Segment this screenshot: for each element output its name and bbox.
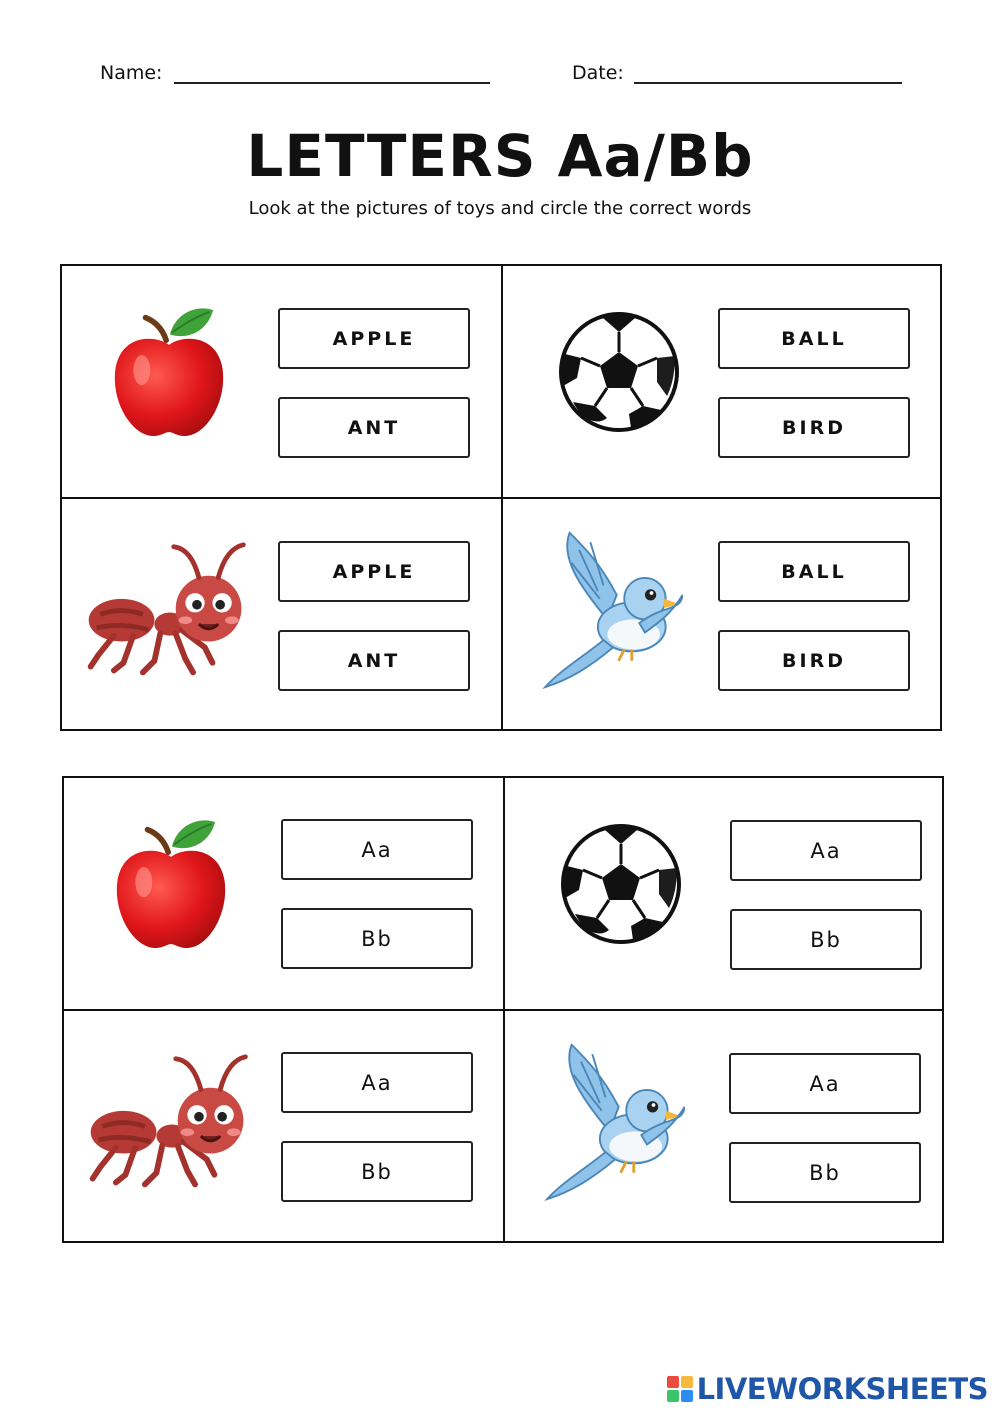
date-label: Date: [572, 62, 624, 84]
brand-name: LIVEWORKSHEETS [696, 1372, 988, 1406]
exercise-cell [503, 266, 942, 497]
date-field[interactable] [634, 82, 902, 84]
exercise-cell [503, 499, 942, 731]
answer-option[interactable]: APPLE [278, 541, 470, 602]
answer-option[interactable]: APPLE [278, 308, 470, 369]
name-field[interactable] [174, 82, 490, 84]
answer-option[interactable]: Bb [730, 909, 922, 970]
apple-image [110, 814, 232, 956]
bird-image [543, 1041, 685, 1201]
brand-watermark [667, 1372, 988, 1406]
answer-option[interactable]: Bb [281, 908, 473, 969]
ant-image [84, 1051, 254, 1196]
logo-tile [667, 1390, 679, 1402]
exercise-cell [505, 778, 944, 1009]
answer-option[interactable]: Aa [281, 819, 473, 880]
answer-option[interactable]: BALL [718, 308, 910, 369]
letter-match-grid [62, 776, 944, 1243]
answer-option[interactable]: BALL [718, 541, 910, 602]
bird-image [541, 529, 683, 689]
page-title: LETTERS Aa/Bb [246, 122, 754, 190]
ball-image [557, 310, 681, 434]
instructions: Look at the pictures of toys and circle the correct words [248, 198, 752, 219]
answer-option[interactable]: ANT [278, 630, 470, 691]
ant-image [82, 539, 252, 684]
exercise-cell [64, 778, 504, 1009]
exercise-cell [62, 499, 502, 731]
answer-option[interactable]: ANT [278, 397, 470, 458]
exercise-cell [505, 1011, 944, 1243]
logo-tile [667, 1376, 679, 1388]
name-label: Name: [100, 62, 163, 84]
ball-image [559, 822, 683, 946]
answer-option[interactable]: Aa [729, 1053, 921, 1114]
answer-option[interactable]: Bb [281, 1141, 473, 1202]
brand-logo-icon [667, 1376, 693, 1402]
answer-option[interactable]: BIRD [718, 630, 910, 691]
exercise-cell [64, 1011, 504, 1243]
answer-option[interactable]: Aa [281, 1052, 473, 1113]
answer-option[interactable]: Aa [730, 820, 922, 881]
answer-option[interactable]: BIRD [718, 397, 910, 458]
answer-option[interactable]: Bb [729, 1142, 921, 1203]
logo-tile [681, 1376, 693, 1388]
apple-image [108, 302, 230, 444]
word-match-grid [60, 264, 942, 731]
exercise-cell [62, 266, 502, 497]
logo-tile [681, 1390, 693, 1402]
